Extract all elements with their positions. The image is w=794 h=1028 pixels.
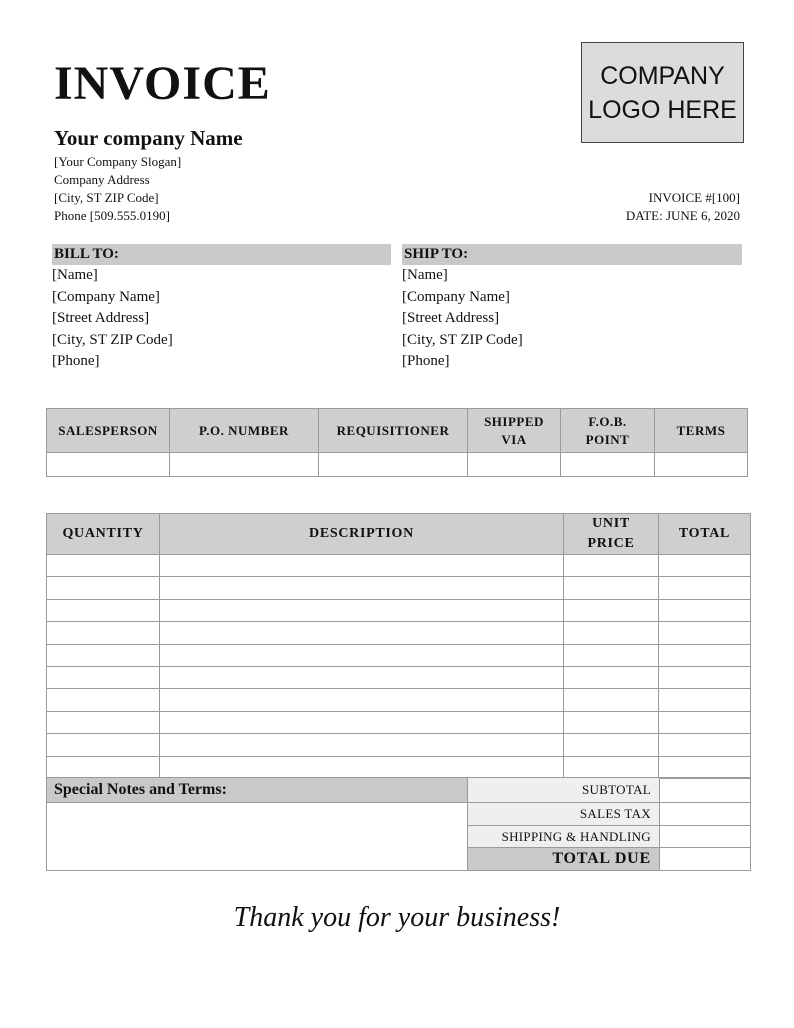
quantity-cell[interactable] (47, 644, 160, 666)
col-shipped-via-line-2: VIA (501, 431, 527, 447)
company-phone: Phone [509.555.0190] (54, 208, 170, 223)
company-city: [City, ST ZIP Code] (54, 190, 159, 205)
unit-price-cell[interactable] (564, 644, 659, 666)
table-row (47, 666, 751, 688)
table-row (47, 599, 751, 621)
total-due-value[interactable] (660, 848, 751, 871)
col-shipped-via-line-1: SHIPPED (484, 413, 544, 429)
company-name: Your company Name (54, 126, 243, 150)
invoice-title: INVOICE (54, 57, 271, 110)
terms-cell[interactable] (655, 453, 748, 477)
col-shipped-via (468, 409, 561, 453)
bill-to-section (52, 244, 391, 373)
line-total-cell[interactable] (659, 622, 751, 644)
description-cell[interactable] (160, 622, 564, 644)
col-fob-point (561, 409, 655, 453)
order-info-table (46, 408, 748, 477)
ship-to-line: [City, ST ZIP Code] (402, 331, 523, 348)
col-terms: TERMS (655, 409, 748, 453)
sales-tax-label: SALES TAX (468, 803, 660, 826)
quantity-cell[interactable] (47, 555, 160, 577)
bill-to-line: [City, ST ZIP Code] (52, 331, 173, 348)
notes-heading-cell (47, 778, 468, 803)
line-total-cell[interactable] (659, 756, 751, 778)
line-total-cell[interactable] (659, 666, 751, 688)
col-fob-point-line-1: F.O.B. (588, 413, 627, 429)
description-cell[interactable] (160, 577, 564, 599)
line-total-cell[interactable] (659, 555, 751, 577)
description-cell[interactable] (160, 756, 564, 778)
description-cell[interactable] (160, 689, 564, 711)
bill-to-line: [Street Address] (52, 310, 150, 326)
unit-price-cell[interactable] (564, 734, 659, 756)
table-row (47, 734, 751, 756)
subtotal-label: SUBTOTAL (468, 778, 660, 803)
quantity-cell[interactable] (47, 689, 160, 711)
company-address: Company Address (54, 172, 150, 187)
quantity-cell[interactable] (47, 622, 160, 644)
notes-heading: Special Notes and Terms: (47, 778, 467, 802)
bill-to-line: [Company Name] (52, 288, 160, 305)
company-slogan: [Your Company Slogan] (54, 154, 182, 169)
description-cell[interactable] (160, 666, 564, 688)
col-description: DESCRIPTION (160, 514, 564, 555)
unit-price-cell[interactable] (564, 711, 659, 733)
subtotal-value[interactable] (660, 778, 751, 803)
unit-price-cell[interactable] (564, 689, 659, 711)
fob-point-cell[interactable] (561, 453, 655, 477)
requisitioner-cell[interactable] (319, 453, 468, 477)
unit-price-cell[interactable] (564, 666, 659, 688)
line-total-cell[interactable] (659, 644, 751, 666)
salesperson-cell[interactable] (47, 453, 170, 477)
table-row (47, 622, 751, 644)
col-total: TOTAL (659, 514, 751, 555)
ship-to-heading: SHIP TO: (402, 244, 742, 265)
invoice-number: INVOICE #[100] (648, 190, 740, 205)
ship-to-line: [Company Name] (402, 288, 510, 305)
invoice-date: DATE: JUNE 6, 2020 (625, 208, 740, 223)
unit-price-cell[interactable] (564, 756, 659, 778)
bill-to-line: [Name] (52, 267, 98, 283)
line-total-cell[interactable] (659, 734, 751, 756)
line-total-cell[interactable] (659, 577, 751, 599)
notes-body[interactable] (47, 803, 468, 871)
col-requisitioner: REQUISITIONER (319, 409, 468, 453)
quantity-cell[interactable] (47, 577, 160, 599)
table-row (47, 689, 751, 711)
unit-price-cell[interactable] (564, 599, 659, 621)
bill-to-heading: BILL TO: (52, 244, 391, 265)
logo-line-2: LOGO HERE (588, 95, 737, 124)
description-cell[interactable] (160, 555, 564, 577)
total-due-label: TOTAL DUE (468, 848, 660, 871)
line-total-cell[interactable] (659, 599, 751, 621)
ship-to-line: [Street Address] (402, 310, 500, 326)
col-salesperson: SALESPERSON (47, 409, 170, 453)
unit-price-cell[interactable] (564, 555, 659, 577)
table-row (47, 555, 751, 577)
unit-price-cell[interactable] (564, 577, 659, 599)
table-row (47, 711, 751, 733)
unit-price-cell[interactable] (564, 622, 659, 644)
ship-to-line: [Name] (402, 267, 448, 283)
shipped-via-cell[interactable] (468, 453, 561, 477)
logo-line-1: COMPANY (600, 61, 725, 90)
description-cell[interactable] (160, 644, 564, 666)
quantity-cell[interactable] (47, 666, 160, 688)
col-unit-price (564, 514, 659, 555)
quantity-cell[interactable] (47, 599, 160, 621)
table-row (47, 644, 751, 666)
table-row (47, 577, 751, 599)
line-total-cell[interactable] (659, 711, 751, 733)
sales-tax-value[interactable] (660, 803, 751, 826)
company-logo-placeholder (581, 42, 744, 143)
po-number-cell[interactable] (170, 453, 319, 477)
description-cell[interactable] (160, 599, 564, 621)
quantity-cell[interactable] (47, 734, 160, 756)
table-row (47, 756, 751, 778)
ship-to-line: [Phone] (402, 353, 450, 369)
ship-to-section (402, 244, 742, 373)
description-cell[interactable] (160, 711, 564, 733)
bill-to-line: [Phone] (52, 353, 100, 369)
quantity-cell[interactable] (47, 756, 160, 778)
col-quantity: QUANTITY (47, 514, 160, 555)
description-cell[interactable] (160, 734, 564, 756)
line-items-table (46, 513, 751, 779)
col-fob-point-line-2: POINT (585, 431, 630, 447)
line-total-cell[interactable] (659, 689, 751, 711)
quantity-cell[interactable] (47, 711, 160, 733)
shipping-value[interactable] (660, 826, 751, 848)
thank-you-message: Thank you for your business! (233, 902, 561, 933)
col-unit-price-line-2: PRICE (587, 536, 635, 551)
col-unit-price-line-1: UNIT (592, 516, 630, 531)
summary-table (46, 777, 751, 871)
col-po-number: P.O. NUMBER (170, 409, 319, 453)
shipping-label: SHIPPING & HANDLING (468, 826, 660, 848)
